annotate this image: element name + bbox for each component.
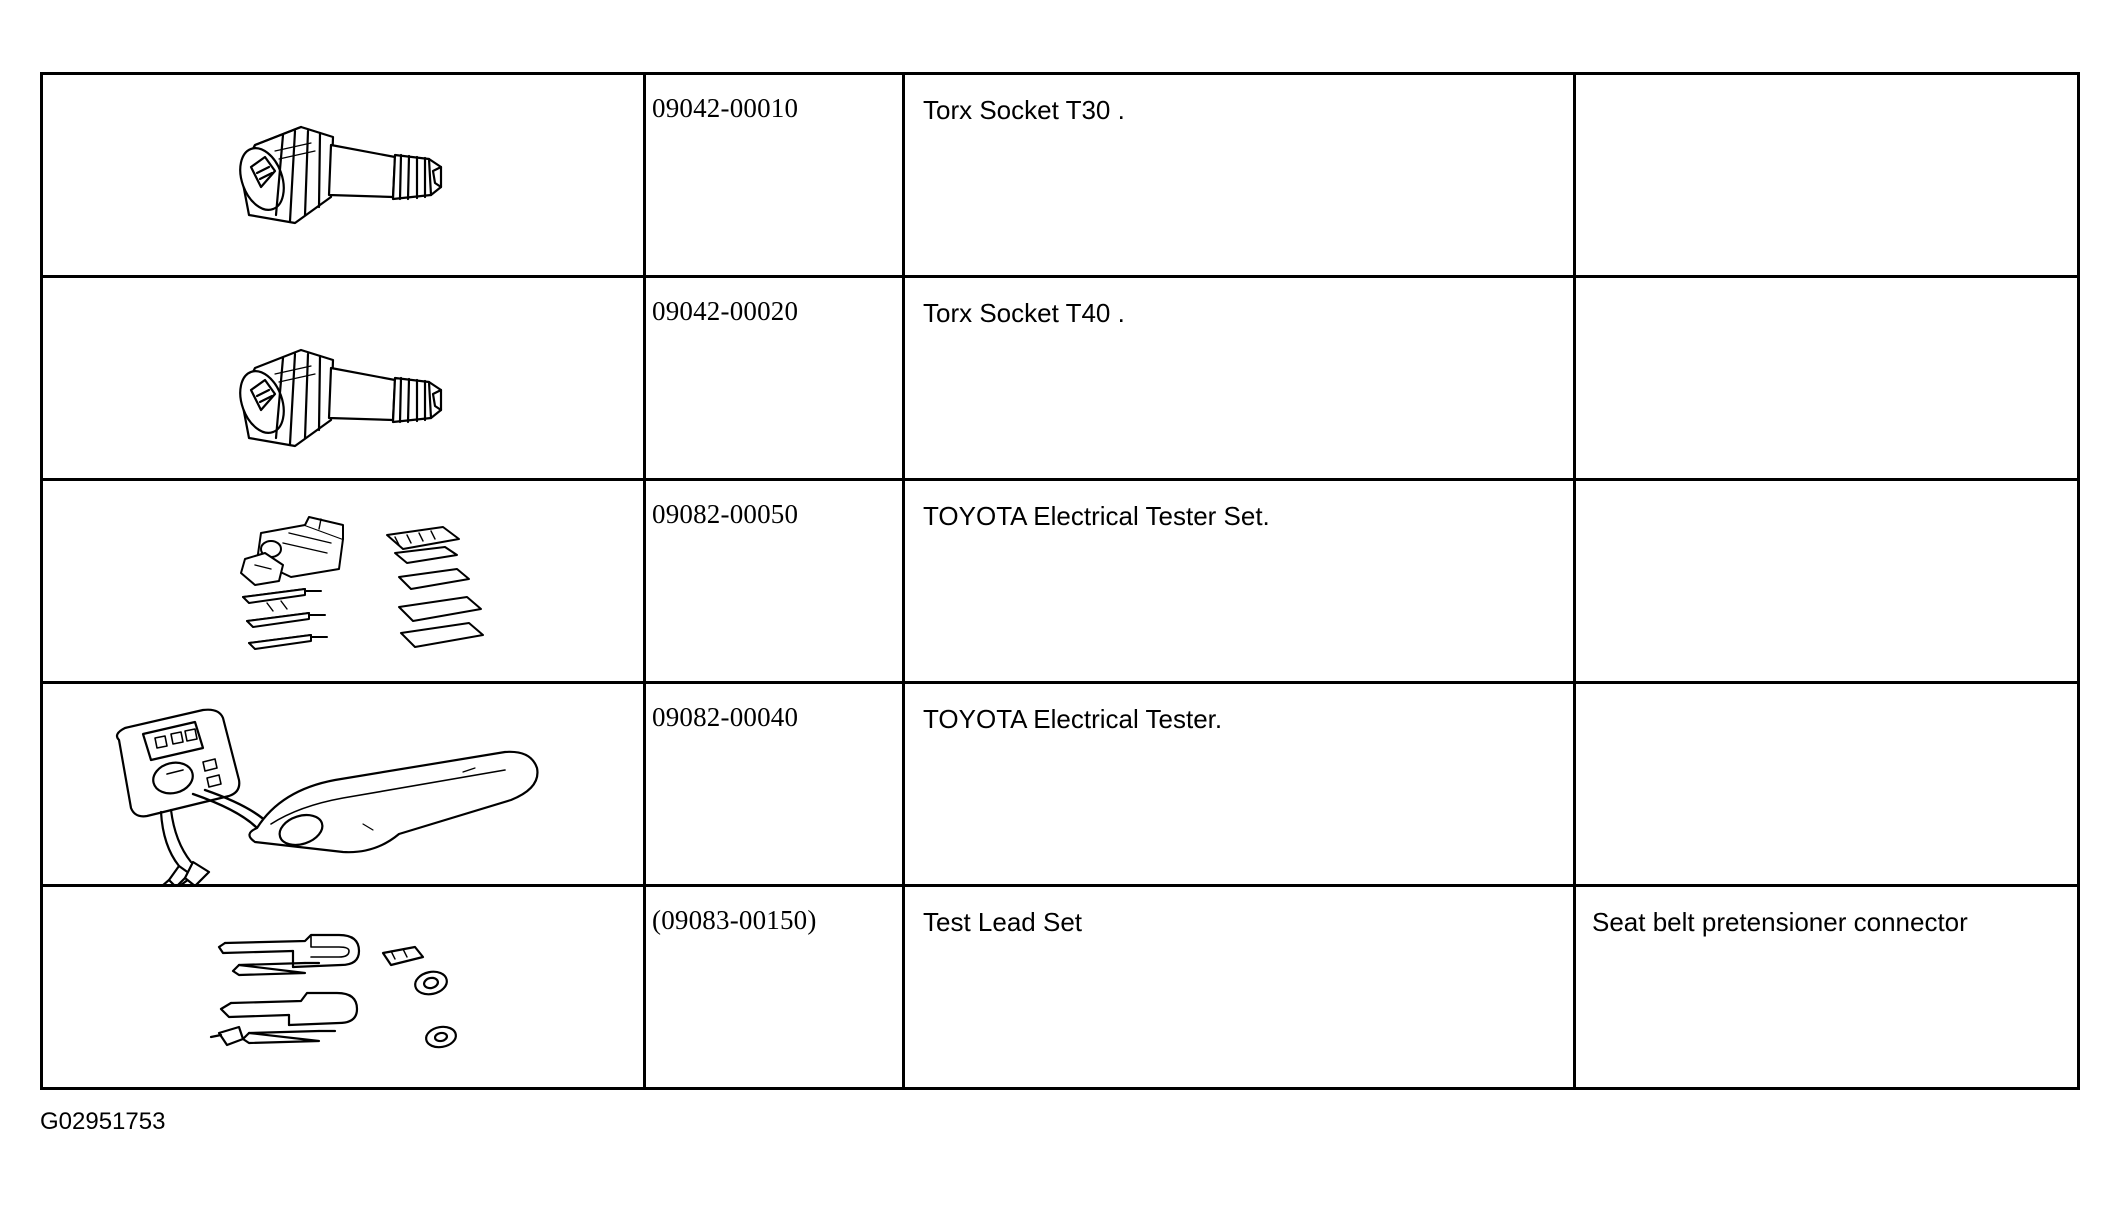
tool-description: Torx Socket T40 . — [904, 277, 1575, 480]
table-row — [42, 886, 2079, 1089]
electrical-tester-set-icon — [43, 481, 643, 681]
tool-note — [1575, 683, 2079, 886]
tool-description: Torx Socket T30 . — [904, 74, 1575, 277]
part-number: (09083-00150) — [645, 886, 904, 1089]
table-row — [42, 683, 2079, 886]
tool-note — [1575, 480, 2079, 683]
part-number: 09082-00050 — [645, 480, 904, 683]
figure-code: G02951753 — [40, 1108, 166, 1135]
tool-illustration-cell — [42, 886, 645, 1089]
tool-note — [1575, 74, 2079, 277]
tool-illustration-cell — [42, 683, 645, 886]
tool-illustration-cell — [42, 277, 645, 480]
tool-illustration-cell — [42, 74, 645, 277]
table-row — [42, 74, 2079, 277]
tool-note: Seat belt pretensioner connector — [1575, 886, 2079, 1089]
table-row — [42, 480, 2079, 683]
electrical-tester-icon — [43, 684, 643, 884]
tool-description: Test Lead Set — [904, 886, 1575, 1089]
tool-illustration-cell — [42, 480, 645, 683]
test-lead-set-icon — [43, 887, 643, 1087]
tool-description: TOYOTA Electrical Tester. — [904, 683, 1575, 886]
special-service-tools-table — [40, 72, 2080, 1090]
tool-description: TOYOTA Electrical Tester Set. — [904, 480, 1575, 683]
torx-socket-t30-icon — [43, 75, 643, 275]
part-number: 09082-00040 — [645, 683, 904, 886]
table-row — [42, 277, 2079, 480]
part-number: 09042-00020 — [645, 277, 904, 480]
part-number: 09042-00010 — [645, 74, 904, 277]
torx-socket-t40-icon — [43, 278, 643, 478]
tool-note — [1575, 277, 2079, 480]
